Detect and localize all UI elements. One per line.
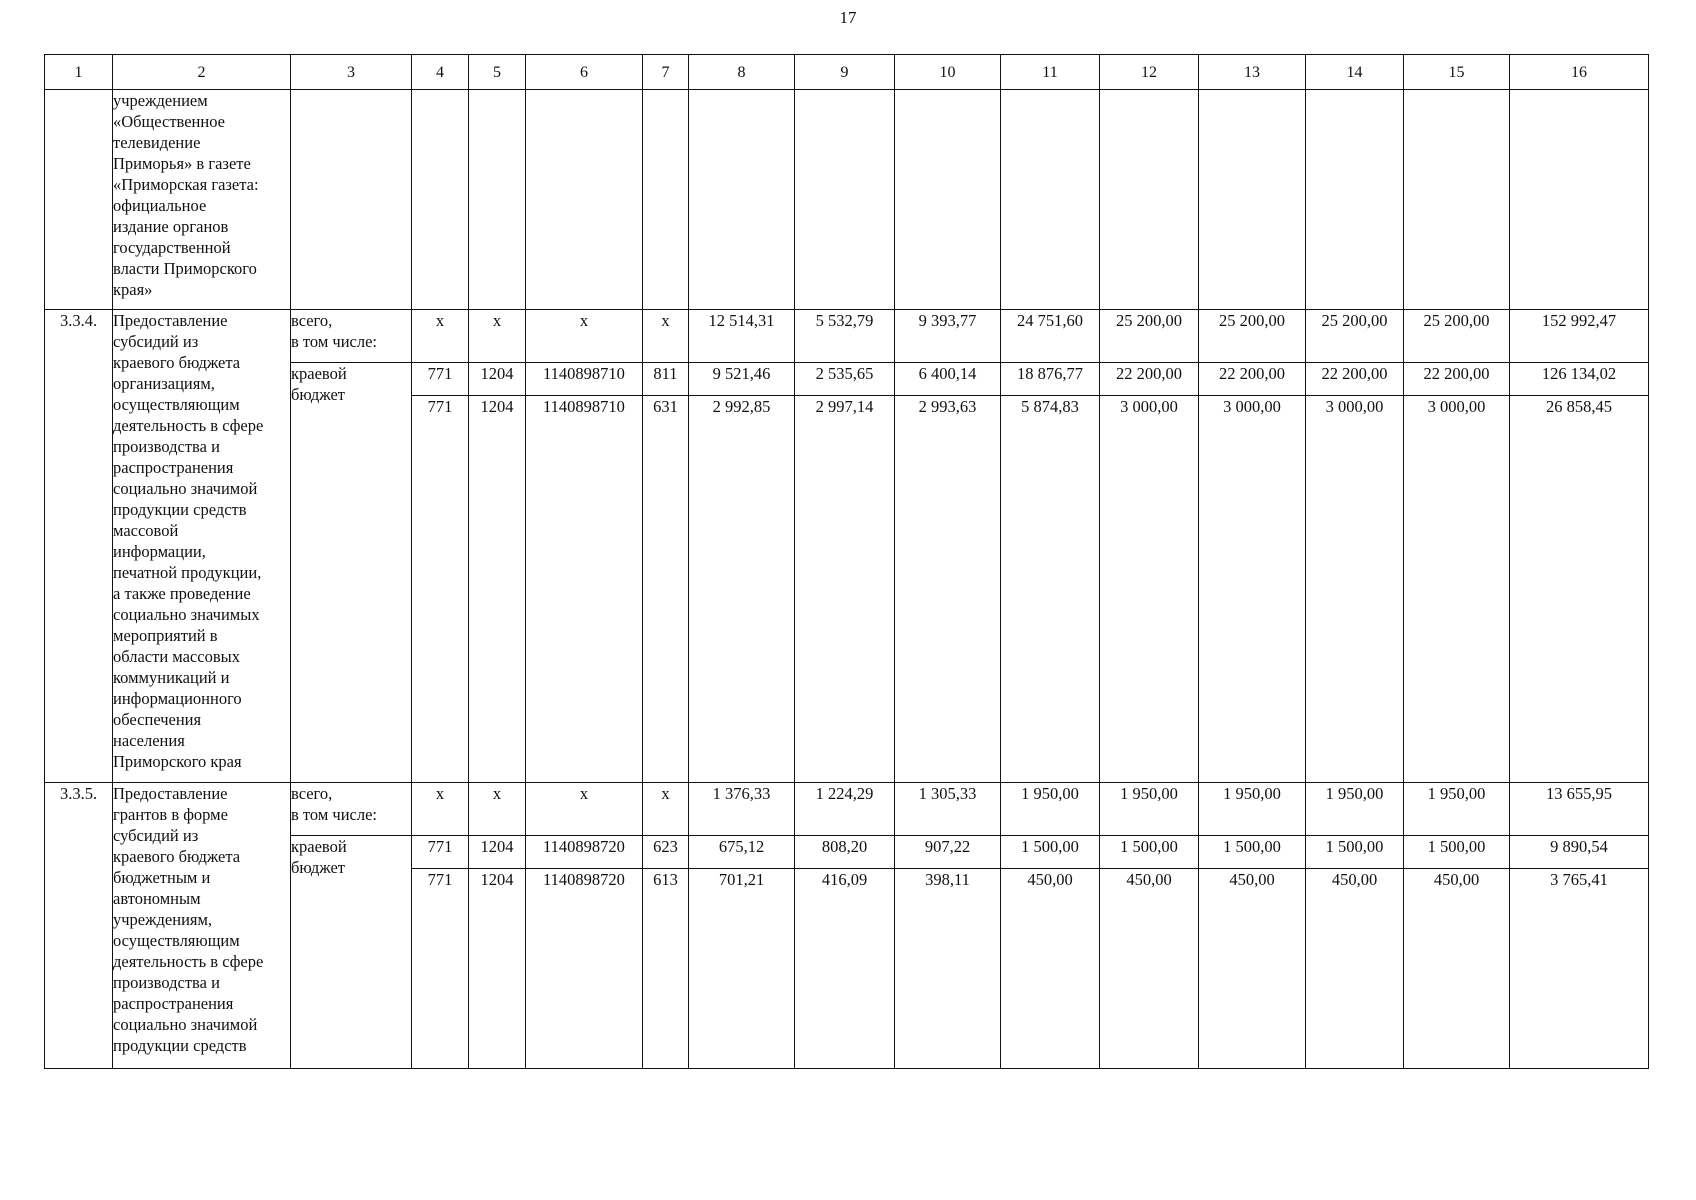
column-header: 2 xyxy=(113,55,291,90)
value-cell: 9 890,54 xyxy=(1510,836,1649,869)
value-cell: 25 200,00 xyxy=(1199,310,1306,363)
value-cell: 1 950,00 xyxy=(1306,783,1404,836)
section-index: 3.3.4. xyxy=(45,310,113,783)
section-description: Предоставление грантов в форме субсидий из краевого бюджета бюджетным и автономным учреждениям, осуществляющим деятельность в сфере производства и распространения социально значимой продукции средств xyxy=(113,783,291,1069)
value-cell: 808,20 xyxy=(795,836,895,869)
column-header: 12 xyxy=(1100,55,1199,90)
value-cell: 22 200,00 xyxy=(1404,363,1510,396)
value-cell: 1 500,00 xyxy=(1306,836,1404,869)
table-cell xyxy=(412,90,469,310)
code-cell: x xyxy=(643,783,689,836)
table-cell xyxy=(1510,90,1649,310)
header-row xyxy=(45,55,1649,90)
value-cell: 1 500,00 xyxy=(1100,836,1199,869)
value-cell: 450,00 xyxy=(1001,869,1100,1069)
value-cell: 3 765,41 xyxy=(1510,869,1649,1069)
page-number: 17 xyxy=(839,8,857,27)
value-cell: 1 500,00 xyxy=(1199,836,1306,869)
table-cell xyxy=(1001,90,1100,310)
value-cell: 701,21 xyxy=(689,869,795,1069)
value-cell: 1 950,00 xyxy=(1199,783,1306,836)
code-cell: 771 xyxy=(412,396,469,783)
column-header: 1 xyxy=(45,55,113,90)
table-cell xyxy=(643,90,689,310)
value-cell: 675,12 xyxy=(689,836,795,869)
value-cell: 3 000,00 xyxy=(1306,396,1404,783)
code-cell: 1140898720 xyxy=(526,869,643,1069)
code-cell: 623 xyxy=(643,836,689,869)
code-cell: x xyxy=(412,783,469,836)
code-cell: 771 xyxy=(412,836,469,869)
code-cell: 1140898710 xyxy=(526,363,643,396)
budget-table xyxy=(44,54,1649,1069)
value-cell: 2 997,14 xyxy=(795,396,895,783)
code-cell: x xyxy=(469,310,526,363)
code-cell: x xyxy=(526,783,643,836)
value-cell: 907,22 xyxy=(895,836,1001,869)
code-cell: 1204 xyxy=(469,836,526,869)
column-header: 11 xyxy=(1001,55,1100,90)
column-header: 4 xyxy=(412,55,469,90)
table-cell xyxy=(1306,90,1404,310)
value-cell: 1 376,33 xyxy=(689,783,795,836)
section-total-row xyxy=(45,310,1649,363)
table-cell xyxy=(526,90,643,310)
value-cell: 2 992,85 xyxy=(689,396,795,783)
section-description: Предоставление субсидий из краевого бюджета организациям, осуществляющим деятельность в сфере производства и распространения социально значимой продукции средств массовой информации, печатной продукции, а также проведение социально значимых мероприятий в области массовых коммуникаций и информационного обеспечения населения Приморского края xyxy=(113,310,291,783)
source-label: краевой бюджет xyxy=(291,836,412,1069)
table-cell xyxy=(1100,90,1199,310)
table-cell xyxy=(895,90,1001,310)
continuation-description: учреждением «Общественное телевидение Приморья» в газете «Приморская газета: официальное издание органов государственной власти Приморского края» xyxy=(113,90,291,310)
value-cell: 3 000,00 xyxy=(1404,396,1510,783)
section-total-row xyxy=(45,783,1649,836)
value-cell: 450,00 xyxy=(1100,869,1199,1069)
column-header: 5 xyxy=(469,55,526,90)
value-cell: 25 200,00 xyxy=(1404,310,1510,363)
table-cell xyxy=(45,90,113,310)
value-cell: 22 200,00 xyxy=(1100,363,1199,396)
value-cell: 1 500,00 xyxy=(1404,836,1510,869)
section-index: 3.3.5. xyxy=(45,783,113,1069)
code-cell: 613 xyxy=(643,869,689,1069)
continuation-row xyxy=(45,90,1649,310)
value-cell: 26 858,45 xyxy=(1510,396,1649,783)
table-cell xyxy=(469,90,526,310)
code-cell: 811 xyxy=(643,363,689,396)
table-cell xyxy=(689,90,795,310)
value-cell: 5 532,79 xyxy=(795,310,895,363)
value-cell: 416,09 xyxy=(795,869,895,1069)
code-cell: 771 xyxy=(412,363,469,396)
value-cell: 3 000,00 xyxy=(1199,396,1306,783)
column-header: 14 xyxy=(1306,55,1404,90)
value-cell: 25 200,00 xyxy=(1306,310,1404,363)
value-cell: 13 655,95 xyxy=(1510,783,1649,836)
column-header: 6 xyxy=(526,55,643,90)
code-cell: 1204 xyxy=(469,869,526,1069)
code-cell: x xyxy=(526,310,643,363)
value-cell: 3 000,00 xyxy=(1100,396,1199,783)
value-cell: 2 993,63 xyxy=(895,396,1001,783)
table-cell xyxy=(291,90,412,310)
value-cell: 450,00 xyxy=(1306,869,1404,1069)
column-header: 10 xyxy=(895,55,1001,90)
value-cell: 24 751,60 xyxy=(1001,310,1100,363)
value-cell: 450,00 xyxy=(1404,869,1510,1069)
value-cell: 1 950,00 xyxy=(1001,783,1100,836)
value-cell: 1 950,00 xyxy=(1100,783,1199,836)
value-cell: 12 514,31 xyxy=(689,310,795,363)
value-cell: 22 200,00 xyxy=(1199,363,1306,396)
value-cell: 9 521,46 xyxy=(689,363,795,396)
code-cell: 1204 xyxy=(469,363,526,396)
value-cell: 1 950,00 xyxy=(1404,783,1510,836)
source-label: краевой бюджет xyxy=(291,363,412,783)
value-cell: 25 200,00 xyxy=(1100,310,1199,363)
column-header: 16 xyxy=(1510,55,1649,90)
value-cell: 9 393,77 xyxy=(895,310,1001,363)
table-cell xyxy=(1404,90,1510,310)
column-header: 9 xyxy=(795,55,895,90)
code-cell: 1140898710 xyxy=(526,396,643,783)
total-label: всего, в том числе: xyxy=(291,783,412,836)
value-cell: 1 305,33 xyxy=(895,783,1001,836)
value-cell: 18 876,77 xyxy=(1001,363,1100,396)
value-cell: 6 400,14 xyxy=(895,363,1001,396)
value-cell: 5 874,83 xyxy=(1001,396,1100,783)
code-cell: 1204 xyxy=(469,396,526,783)
value-cell: 398,11 xyxy=(895,869,1001,1069)
column-header: 3 xyxy=(291,55,412,90)
value-cell: 2 535,65 xyxy=(795,363,895,396)
column-header: 8 xyxy=(689,55,795,90)
code-cell: 771 xyxy=(412,869,469,1069)
value-cell: 126 134,02 xyxy=(1510,363,1649,396)
code-cell: 1140898720 xyxy=(526,836,643,869)
code-cell: 631 xyxy=(643,396,689,783)
table-cell xyxy=(1199,90,1306,310)
value-cell: 152 992,47 xyxy=(1510,310,1649,363)
table-cell xyxy=(795,90,895,310)
code-cell: x xyxy=(643,310,689,363)
code-cell: x xyxy=(412,310,469,363)
code-cell: x xyxy=(469,783,526,836)
column-header: 7 xyxy=(643,55,689,90)
column-header: 15 xyxy=(1404,55,1510,90)
value-cell: 450,00 xyxy=(1199,869,1306,1069)
total-label: всего, в том числе: xyxy=(291,310,412,363)
column-header: 13 xyxy=(1199,55,1306,90)
value-cell: 22 200,00 xyxy=(1306,363,1404,396)
value-cell: 1 224,29 xyxy=(795,783,895,836)
value-cell: 1 500,00 xyxy=(1001,836,1100,869)
